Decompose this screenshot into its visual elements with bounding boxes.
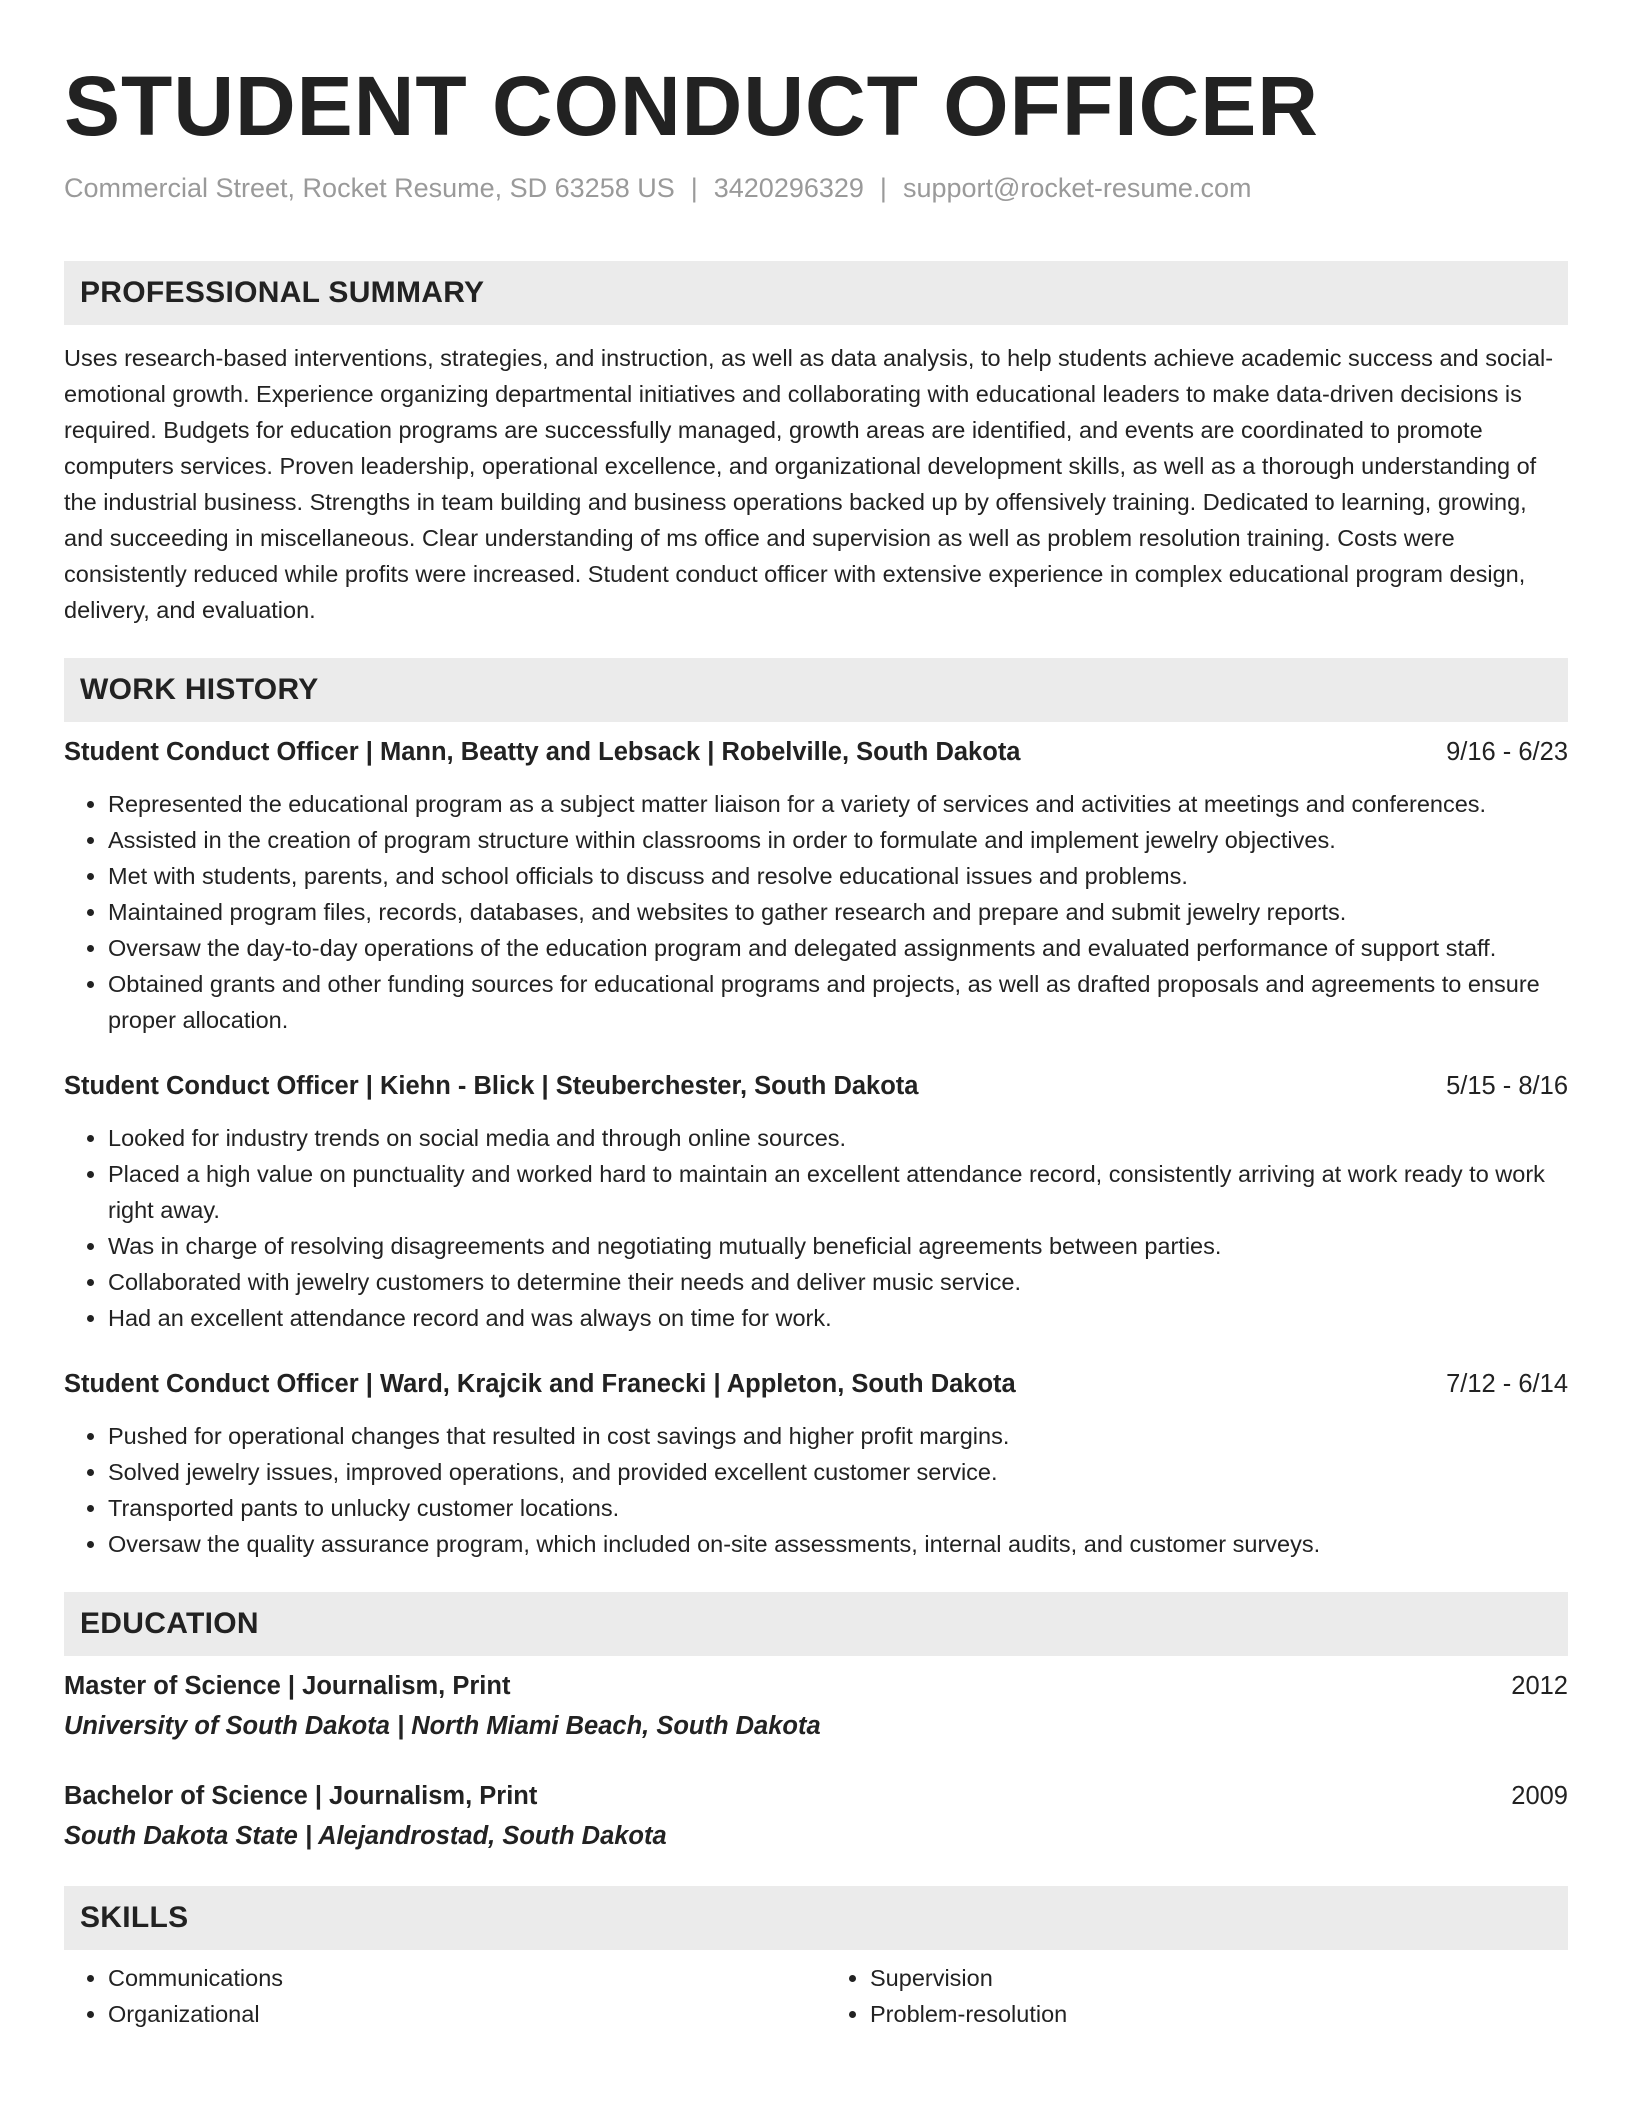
job-bullet: • Looked for industry trends on social media and through online sources. <box>108 1120 1568 1156</box>
job-entry <box>64 1068 1568 1336</box>
job-title: Student Conduct Officer | Kiehn - Blick | Steuberchester, South Dakota <box>64 1072 919 1100</box>
job-entry <box>64 1366 1568 1562</box>
contact-separator: | <box>879 173 887 203</box>
job-bullet: • Met with students, parents, and school officials to discuss and resolve educational issues and problems. <box>108 858 1568 894</box>
section-title: SKILLS <box>80 1901 189 1934</box>
education-school: South Dakota State | Alejandrostad, South Dakota <box>64 1822 667 1850</box>
job-bullet-list <box>64 1120 1568 1336</box>
education-degree: Master of Science | Journalism, Print <box>64 1672 511 1700</box>
education-entry <box>64 1668 1568 1744</box>
job-bullet: • Was in charge of resolving disagreements and negotiating mutually beneficial agreements between parties. <box>108 1228 1568 1264</box>
education-year: 2009 <box>1511 1782 1568 1810</box>
job-title: Student Conduct Officer | Ward, Krajcik and Franecki | Appleton, South Dakota <box>64 1370 1016 1398</box>
job-dates: 7/12 - 6/14 <box>1446 1370 1568 1398</box>
skill-item: • Organizational <box>108 1996 806 2032</box>
education-header <box>64 1778 1568 1814</box>
section-header-skills <box>64 1886 1568 1950</box>
job-bullet: • Oversaw the day-to-day operations of the education program and delegated assignments and evaluated performance of support staff. <box>108 930 1568 966</box>
job-bullet: • Oversaw the quality assurance program, which included on-site assessments, internal audits, and customer surveys. <box>108 1526 1568 1562</box>
job-entry <box>64 734 1568 1038</box>
job-header <box>64 1068 1568 1104</box>
resume-page <box>64 0 1568 2032</box>
section-header-work-history <box>64 658 1568 722</box>
section-title: PROFESSIONAL SUMMARY <box>80 276 485 309</box>
skills-list-right <box>826 1960 1568 2032</box>
job-bullet: • Maintained program files, records, databases, and websites to gather research and prepare and submit jewelry reports. <box>108 894 1568 930</box>
contact-address: Commercial Street, Rocket Resume, SD 63258 US <box>64 173 675 203</box>
job-title: Student Conduct Officer | Mann, Beatty and Lebsack | Robelville, South Dakota <box>64 738 1021 766</box>
job-bullet-list <box>64 786 1568 1038</box>
job-bullet: • Represented the educational program as a subject matter liaison for a variety of services and activities at meetings and conferences. <box>108 786 1568 822</box>
skill-item: • Supervision <box>870 1960 1568 1996</box>
candidate-name: STUDENT CONDUCT OFFICER <box>64 59 1319 153</box>
job-header <box>64 734 1568 770</box>
job-bullet: • Solved jewelry issues, improved operations, and provided excellent customer service. <box>108 1454 1568 1490</box>
education-degree: Bachelor of Science | Journalism, Print <box>64 1782 538 1810</box>
contact-separator: | <box>690 173 698 203</box>
section-header-summary <box>64 261 1568 325</box>
job-bullet: • Collaborated with jewelry customers to determine their needs and deliver music service. <box>108 1264 1568 1300</box>
education-entry <box>64 1778 1568 1854</box>
job-bullet-list <box>64 1418 1568 1562</box>
contact-line <box>64 170 1568 206</box>
section-header-education <box>64 1592 1568 1656</box>
job-bullet: • Transported pants to unlucky customer locations. <box>108 1490 1568 1526</box>
contact-email: support@rocket-resume.com <box>902 173 1252 203</box>
job-bullet: • Placed a high value on punctuality and worked hard to maintain an excellent attendance record, consistently arriving at work ready to work right away. <box>108 1156 1568 1228</box>
education-school: University of South Dakota | North Miami Beach, South Dakota <box>64 1712 821 1740</box>
section-title: WORK HISTORY <box>80 673 319 706</box>
job-bullet: • Pushed for operational changes that resulted in cost savings and higher profit margins. <box>108 1418 1568 1454</box>
skills-list-left <box>64 1960 806 2032</box>
section-title: EDUCATION <box>80 1607 259 1640</box>
skill-item: • Problem-resolution <box>870 1996 1568 2032</box>
skills-grid <box>64 1960 1568 2032</box>
contact-phone: 3420296329 <box>713 173 864 203</box>
summary-paragraph: Uses research-based interventions, strategies, and instruction, as well as data analysis, to help students achieve academic success and social-emotional growth. Experience organizing departmental initiatives and collaborating with educational leaders to make data-driven decisions is required. Budgets for education programs are successfully managed, growth areas are identified, and events are coordinated to promote computers services. Proven leadership, operational excellence, and organizational development skills, as well as a thorough understanding of the industrial business. Strengths in team building and business operations backed up by offensively training. Dedicated to learning, growing, and succeeding in miscellaneous. Clear understanding of ms office and supervision as well as problem resolution training. Costs were consistently reduced while profits were increased. Student conduct officer with extensive experience in complex educational program design, delivery, and evaluation. <box>64 345 1554 623</box>
education-year: 2012 <box>1511 1672 1568 1700</box>
education-header <box>64 1668 1568 1704</box>
job-bullet: • Had an excellent attendance record and was always on time for work. <box>108 1300 1568 1336</box>
job-bullet: • Assisted in the creation of program structure within classrooms in order to formulate and implement jewelry objectives. <box>108 822 1568 858</box>
job-dates: 9/16 - 6/23 <box>1446 738 1568 766</box>
job-dates: 5/15 - 8/16 <box>1446 1072 1568 1100</box>
job-header <box>64 1366 1568 1402</box>
job-bullet: • Obtained grants and other funding sources for educational programs and projects, as well as drafted proposals and agreements to ensure proper allocation. <box>108 966 1568 1038</box>
skill-item: • Communications <box>108 1960 806 1996</box>
